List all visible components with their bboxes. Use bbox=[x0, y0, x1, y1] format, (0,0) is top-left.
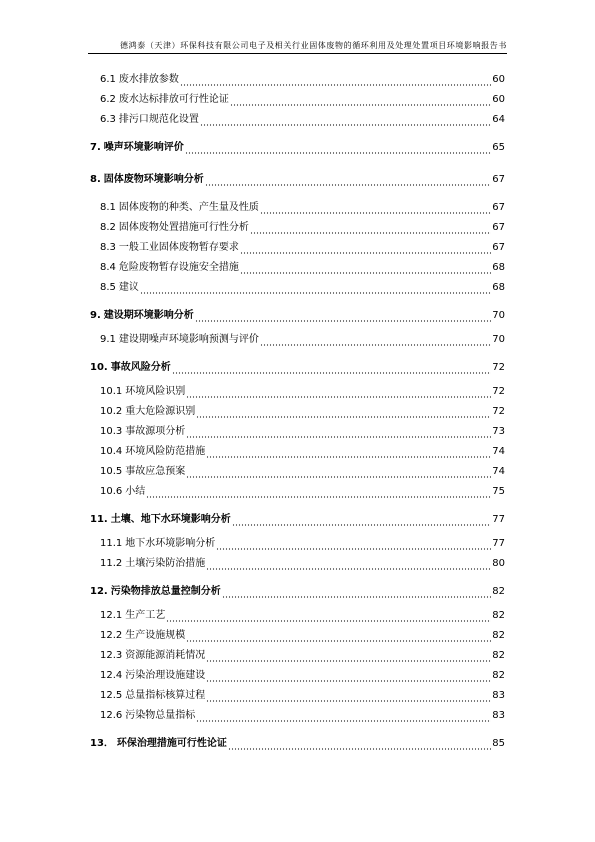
toc-entry-title: 环境风险防范措施 bbox=[125, 446, 206, 457]
toc-entry-page: 68 bbox=[492, 262, 505, 273]
toc-entry bbox=[90, 556, 505, 570]
toc-entry-title: 小结 bbox=[125, 486, 146, 497]
toc-entry-page: 82 bbox=[492, 650, 505, 661]
toc-entry bbox=[90, 688, 505, 702]
toc-entry-number: 10.6 bbox=[100, 486, 123, 497]
toc-entry-title: 重大危险源识别 bbox=[125, 406, 196, 417]
toc-entry-page: 82 bbox=[492, 630, 505, 641]
toc-entry-number: 9.1 bbox=[100, 334, 116, 345]
toc-entry-page: 64 bbox=[492, 114, 505, 125]
toc-entry-title: 建议 bbox=[118, 282, 139, 293]
toc-entry-number: 10.3 bbox=[100, 426, 123, 437]
toc-entry bbox=[90, 112, 505, 126]
dot-leader bbox=[260, 205, 491, 214]
toc-entry-title: 事故风险分析 bbox=[110, 362, 171, 373]
toc-entry-number: 8.2 bbox=[100, 222, 116, 233]
toc-entry bbox=[90, 512, 505, 526]
toc-entry-page: 65 bbox=[492, 142, 505, 153]
toc-entry-title: 污染物总量指标 bbox=[125, 710, 196, 721]
toc-entry bbox=[90, 308, 505, 322]
toc-entry-title: 资源能源消耗情况 bbox=[125, 650, 206, 661]
toc-entry bbox=[90, 464, 505, 478]
toc-entry bbox=[90, 240, 505, 254]
dot-leader bbox=[228, 741, 491, 750]
toc-entry-title: 废水达标排放可行性论证 bbox=[118, 94, 229, 105]
toc-entry-page: 67 bbox=[492, 242, 505, 253]
toc-entry-number: 10.2 bbox=[100, 406, 123, 417]
dot-leader bbox=[186, 469, 491, 478]
toc-entry-number: 9. bbox=[90, 310, 101, 321]
dot-leader bbox=[250, 225, 491, 234]
dot-leader bbox=[206, 561, 491, 570]
toc-entry-page: 68 bbox=[492, 282, 505, 293]
toc-entry-page: 70 bbox=[492, 310, 505, 321]
toc-entry bbox=[90, 140, 505, 154]
toc-entry-page: 73 bbox=[492, 426, 505, 437]
toc-entry bbox=[90, 72, 505, 86]
toc-entry bbox=[90, 424, 505, 438]
toc-entry-title: 地下水环境影响分析 bbox=[125, 538, 216, 549]
header-rule bbox=[88, 53, 507, 54]
toc-entry-title: 事故源项分析 bbox=[125, 426, 186, 437]
toc-entry-number: 6.1 bbox=[100, 74, 116, 85]
dot-leader bbox=[172, 365, 491, 374]
toc-entry-number: 12.1 bbox=[100, 610, 123, 621]
toc-entry-title: 固体废物环境影响分析 bbox=[103, 174, 204, 185]
dot-leader bbox=[186, 389, 491, 398]
toc-entry-title: 排污口规范化设置 bbox=[118, 114, 199, 125]
toc-entry-number: 10.4 bbox=[100, 446, 123, 457]
toc-entry-page: 75 bbox=[492, 486, 505, 497]
toc-entry-page: 74 bbox=[492, 446, 505, 457]
toc-entry-number: 8.5 bbox=[100, 282, 116, 293]
toc-entry-number: 12.3 bbox=[100, 650, 123, 661]
toc-entry bbox=[90, 384, 505, 398]
toc-entry-number: 12.6 bbox=[100, 710, 123, 721]
toc-entry-title: 土壤污染防治措施 bbox=[125, 558, 206, 569]
dot-leader bbox=[240, 245, 491, 254]
toc-entry-page: 72 bbox=[492, 386, 505, 397]
dot-leader bbox=[146, 489, 491, 498]
toc-entry-number: 6.3 bbox=[100, 114, 116, 125]
toc-entry-number: 13． bbox=[90, 738, 114, 749]
toc-entry-number: 8.4 bbox=[100, 262, 116, 273]
toc-entry-page: 67 bbox=[492, 202, 505, 213]
toc-entry bbox=[90, 536, 505, 550]
dot-leader bbox=[206, 673, 491, 682]
toc-entry-title: 总量指标核算过程 bbox=[125, 690, 206, 701]
toc-entry-title: 建设期环境影响分析 bbox=[103, 310, 194, 321]
toc-entry-number: 12. bbox=[90, 586, 108, 597]
dot-leader bbox=[232, 517, 491, 526]
toc-entry-number: 11.1 bbox=[100, 538, 123, 549]
dot-leader bbox=[216, 541, 491, 550]
toc-entry-page: 74 bbox=[492, 466, 505, 477]
dot-leader bbox=[186, 633, 491, 642]
toc-entry-title: 事故应急预案 bbox=[125, 466, 186, 477]
toc-entry bbox=[90, 404, 505, 418]
dot-leader bbox=[222, 589, 491, 598]
dot-leader bbox=[166, 613, 491, 622]
toc-entry bbox=[90, 280, 505, 294]
toc-entry-title: 生产设施规模 bbox=[125, 630, 186, 641]
toc-entry-number: 8.3 bbox=[100, 242, 116, 253]
dot-leader bbox=[206, 653, 491, 662]
toc-entry-number: 6.2 bbox=[100, 94, 116, 105]
toc-entry bbox=[90, 220, 505, 234]
toc-entry bbox=[90, 708, 505, 722]
dot-leader bbox=[196, 713, 491, 722]
toc-entry-page: 80 bbox=[492, 558, 505, 569]
toc-entry-page: 83 bbox=[492, 710, 505, 721]
toc-entry-number: 11.2 bbox=[100, 558, 123, 569]
toc-entry-page: 77 bbox=[492, 514, 505, 525]
toc-entry-title: 危险废物暂存设施安全措施 bbox=[118, 262, 239, 273]
dot-leader bbox=[195, 313, 491, 322]
dot-leader bbox=[240, 265, 491, 274]
toc-entry-number: 12.2 bbox=[100, 630, 123, 641]
dot-leader bbox=[205, 177, 491, 186]
toc-entry-number: 8.1 bbox=[100, 202, 116, 213]
dot-leader bbox=[206, 693, 491, 702]
toc-entry bbox=[90, 608, 505, 622]
toc-entry-title: 土壤、地下水环境影响分析 bbox=[110, 514, 231, 525]
dot-leader bbox=[140, 285, 491, 294]
dot-leader bbox=[196, 409, 491, 418]
dot-leader bbox=[230, 97, 491, 106]
toc-entry-title: 固体废物的种类、产生量及性质 bbox=[118, 202, 259, 213]
toc-entry-title: 污染治理设施建设 bbox=[125, 670, 206, 681]
toc-entry-number: 11. bbox=[90, 514, 108, 525]
dot-leader bbox=[180, 77, 491, 86]
toc-entry-title: 建设期噪声环境影响预测与评价 bbox=[118, 334, 259, 345]
toc-entry-title: 一般工业固体废物暂存要求 bbox=[118, 242, 239, 253]
toc-entry bbox=[90, 260, 505, 274]
toc-entry bbox=[90, 484, 505, 498]
toc-entry bbox=[90, 668, 505, 682]
toc-entry bbox=[90, 736, 505, 750]
toc-entry-page: 67 bbox=[492, 174, 505, 185]
dot-leader bbox=[186, 429, 491, 438]
toc-entry bbox=[90, 92, 505, 106]
toc-entry-title: 环境风险识别 bbox=[125, 386, 186, 397]
toc-entry-number: 10.1 bbox=[100, 386, 123, 397]
toc-entry-number: 10. bbox=[90, 362, 108, 373]
toc-entry-title: 环保治理措施可行性论证 bbox=[116, 738, 227, 749]
toc-entry-number: 10.5 bbox=[100, 466, 123, 477]
toc-entry-page: 67 bbox=[492, 222, 505, 233]
toc-entry-page: 60 bbox=[492, 74, 505, 85]
dot-leader bbox=[206, 449, 491, 458]
running-header: 德鸿泰（天津）环保科技有限公司电子及相关行业固体废物的循环利用及处理处置项目环境影响报告书 bbox=[120, 41, 507, 50]
toc-entry-title: 噪声环境影响评价 bbox=[103, 142, 184, 153]
toc-entry-page: 72 bbox=[492, 362, 505, 373]
toc-entry-page: 77 bbox=[492, 538, 505, 549]
dot-leader bbox=[185, 145, 491, 154]
toc-entry-title: 废水排放参数 bbox=[118, 74, 179, 85]
toc-entry-page: 82 bbox=[492, 586, 505, 597]
toc-entry bbox=[90, 648, 505, 662]
toc-entry-page: 82 bbox=[492, 610, 505, 621]
toc-entry-title: 污染物排放总量控制分析 bbox=[110, 586, 221, 597]
toc-entry-page: 70 bbox=[492, 334, 505, 345]
toc-entry-page: 60 bbox=[492, 94, 505, 105]
toc-entry-number: 8. bbox=[90, 174, 101, 185]
toc-entry bbox=[90, 584, 505, 598]
toc-entry bbox=[90, 360, 505, 374]
toc-entry-page: 85 bbox=[492, 738, 505, 749]
toc-entry-page: 83 bbox=[492, 690, 505, 701]
toc-entry bbox=[90, 200, 505, 214]
dot-leader bbox=[200, 117, 491, 126]
toc-entry-page: 72 bbox=[492, 406, 505, 417]
toc-entry bbox=[90, 444, 505, 458]
toc-entry-page: 82 bbox=[492, 670, 505, 681]
toc-entry bbox=[90, 628, 505, 642]
toc-entry-number: 12.4 bbox=[100, 670, 123, 681]
toc-entry-number: 12.5 bbox=[100, 690, 123, 701]
toc-entry bbox=[90, 172, 505, 186]
toc-entry bbox=[90, 332, 505, 346]
toc-entry-number: 7. bbox=[90, 142, 101, 153]
toc-entry-title: 固体废物处置措施可行性分析 bbox=[118, 222, 249, 233]
dot-leader bbox=[260, 337, 491, 346]
toc-entry-title: 生产工艺 bbox=[125, 610, 166, 621]
